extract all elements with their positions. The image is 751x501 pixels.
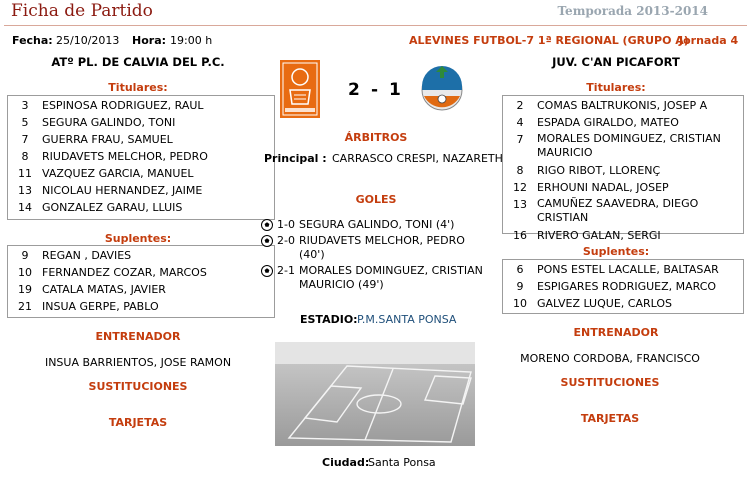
- player-name: GUERRA FRAU, SAMUEL: [42, 133, 173, 146]
- player-number: 21: [18, 300, 32, 313]
- player-name: REGAN , DAVIES: [42, 249, 132, 262]
- player-number: 7: [516, 133, 524, 146]
- home-team-crest-icon: [280, 60, 320, 118]
- player-number: 16: [513, 229, 527, 242]
- home-tarjetas-label: TARJETAS: [108, 416, 168, 429]
- player-number: 11: [18, 167, 32, 180]
- player-row: [503, 179, 743, 196]
- away-team-name: JUV. C'AN PICAFORT: [552, 55, 680, 69]
- player-name: NICOLAU HERNANDEZ, JAIME: [42, 184, 203, 197]
- player-number: 10: [18, 266, 32, 279]
- competition-label: ALEVINES FUTBOL-7 1ª REGIONAL (GRUPO A): [409, 34, 689, 47]
- player-number: 9: [516, 280, 524, 293]
- arbitros-label: ÁRBITROS: [344, 131, 408, 144]
- player-row: [8, 114, 274, 131]
- player-name: ESPIGARES RODRIGUEZ, MARCO: [537, 280, 717, 293]
- player-number: 4: [516, 116, 524, 129]
- player-row: [8, 131, 274, 148]
- score-away: 1: [389, 80, 401, 100]
- player-number: 14: [18, 201, 32, 214]
- hora-value: 19:00 h: [170, 34, 213, 47]
- soccer-ball-icon: [261, 235, 273, 247]
- player-row: [8, 281, 274, 298]
- player-row: [8, 182, 274, 199]
- player-row: [8, 264, 274, 281]
- player-name: ESPINOSA RODRIGUEZ, RAUL: [42, 99, 204, 112]
- ciudad-value: Santa Ponsa: [368, 456, 436, 469]
- goal-scorer: MORALES DOMINGUEZ, CRISTIAN MAURICIO (49'): [299, 264, 483, 291]
- principal-referee: CARRASCO CRESPI, NAZARETH: [332, 152, 503, 165]
- home-coach: INSUA BARRIENTOS, JOSE RAMON: [44, 356, 232, 369]
- player-number: 8: [516, 164, 524, 177]
- player-name: COMAS BALTRUKONIS, JOSEP A: [537, 99, 708, 112]
- goal-scorer: RIUDAVETS MELCHOR, PEDRO (40'): [299, 234, 465, 261]
- player-name: VAZQUEZ GARCIA, MANUEL: [42, 167, 194, 180]
- estadio-link[interactable]: P.M.SANTA PONSA: [357, 313, 457, 326]
- player-row: [8, 199, 274, 216]
- player-number: 10: [513, 297, 527, 310]
- player-name: INSUA GERPE, PABLO: [42, 300, 159, 313]
- fecha-value: 25/10/2013: [56, 34, 120, 47]
- player-row: [503, 131, 743, 162]
- ciudad-label: Ciudad:: [322, 456, 370, 469]
- goal-score: 1-0: [277, 218, 295, 231]
- player-name: ESPADA GIRALDO, MATEO: [537, 116, 679, 129]
- player-number: 7: [21, 133, 29, 146]
- player-number: 6: [516, 263, 524, 276]
- player-row: [8, 97, 274, 114]
- player-name: PONS ESTEL LACALLE, BALTASAR: [537, 263, 719, 276]
- player-name: MORALES DOMINGUEZ, CRISTIAN MAURICIO: [537, 132, 721, 159]
- season-label: Temporada 2013-2014: [557, 4, 708, 18]
- home-entrenador-label: ENTRENADOR: [95, 330, 181, 343]
- player-row: [503, 196, 743, 227]
- player-number: 19: [18, 283, 32, 296]
- score-separator: -: [371, 80, 379, 100]
- away-team-crest-icon: [420, 64, 464, 114]
- player-number: 12: [513, 181, 527, 194]
- goles-label: GOLES: [355, 193, 397, 206]
- player-name: CAMUÑEZ SAAVEDRA, DIEGO CRISTIAN: [537, 197, 699, 224]
- home-team-name: ATº PL. DE CALVIA DEL P.C.: [51, 55, 225, 69]
- jornada-label: Jornada 4: [679, 34, 739, 47]
- player-number: 13: [18, 184, 32, 197]
- player-row: [8, 298, 274, 315]
- soccer-ball-icon: [261, 265, 273, 277]
- player-row: [503, 227, 743, 244]
- goal-row: [261, 218, 491, 232]
- away-coach: MORENO CORDOBA, FRANCISCO: [520, 352, 700, 365]
- player-name: RIVERO GALAN, SERGI: [537, 229, 661, 242]
- away-sustituciones-label: SUSTITUCIONES: [560, 376, 660, 389]
- player-name: RIUDAVETS MELCHOR, PEDRO: [42, 150, 208, 163]
- goal-score: 2-0: [277, 234, 295, 247]
- player-name: FERNANDEZ COZAR, MARCOS: [42, 266, 207, 279]
- player-row: [503, 278, 743, 295]
- estadio-label: ESTADIO:: [300, 313, 358, 326]
- hora-label: Hora:: [132, 34, 167, 47]
- player-row: [503, 261, 743, 278]
- away-starters-box: [502, 95, 744, 242]
- player-row: [503, 295, 743, 312]
- player-row: [8, 247, 274, 264]
- home-suplentes-label: Suplentes:: [104, 232, 172, 245]
- player-name: ERHOUNI NADAL, JOSEP: [537, 181, 669, 194]
- player-row: [503, 97, 743, 114]
- player-number: 13: [513, 198, 527, 211]
- player-row: [8, 165, 274, 182]
- player-number: 3: [21, 99, 29, 112]
- player-row: [8, 148, 274, 165]
- home-sustituciones-label: SUSTITUCIONES: [88, 380, 188, 393]
- player-number: 5: [21, 116, 29, 129]
- soccer-ball-icon: [261, 219, 273, 231]
- goal-row: [261, 264, 491, 292]
- player-number: 2: [516, 99, 524, 112]
- stadium-photo: [275, 342, 475, 446]
- goals-list: [261, 218, 491, 294]
- title-divider: [4, 25, 747, 26]
- player-name: GONZALEZ GARAU, LLUIS: [42, 201, 183, 214]
- goal-scorer: SEGURA GALINDO, TONI (4'): [299, 218, 455, 231]
- home-subs-box: [7, 245, 275, 318]
- away-suplentes-label: Suplentes:: [582, 245, 650, 258]
- principal-label: Principal :: [264, 152, 327, 165]
- page-title: Ficha de Partido: [11, 1, 153, 21]
- player-name: CATALA MATAS, JAVIER: [42, 283, 166, 296]
- player-name: SEGURA GALINDO, TONI: [42, 116, 176, 129]
- away-entrenador-label: ENTRENADOR: [573, 326, 659, 339]
- player-row: [503, 114, 743, 131]
- away-tarjetas-label: TARJETAS: [580, 412, 640, 425]
- player-number: 8: [21, 150, 29, 163]
- home-starters-box: [7, 95, 275, 220]
- fecha-label: Fecha:: [12, 34, 53, 47]
- home-titulares-label: Titulares:: [108, 81, 168, 94]
- goal-row: [261, 234, 491, 262]
- player-row: [503, 162, 743, 179]
- score-home: 2: [348, 80, 360, 100]
- goal-score: 2-1: [277, 264, 295, 277]
- player-number: 9: [21, 249, 29, 262]
- player-name: RIGO RIBOT, LLORENÇ: [537, 164, 661, 177]
- away-titulares-label: Titulares:: [586, 81, 646, 94]
- player-name: GALVEZ LUQUE, CARLOS: [537, 297, 672, 310]
- away-subs-box: [502, 259, 744, 314]
